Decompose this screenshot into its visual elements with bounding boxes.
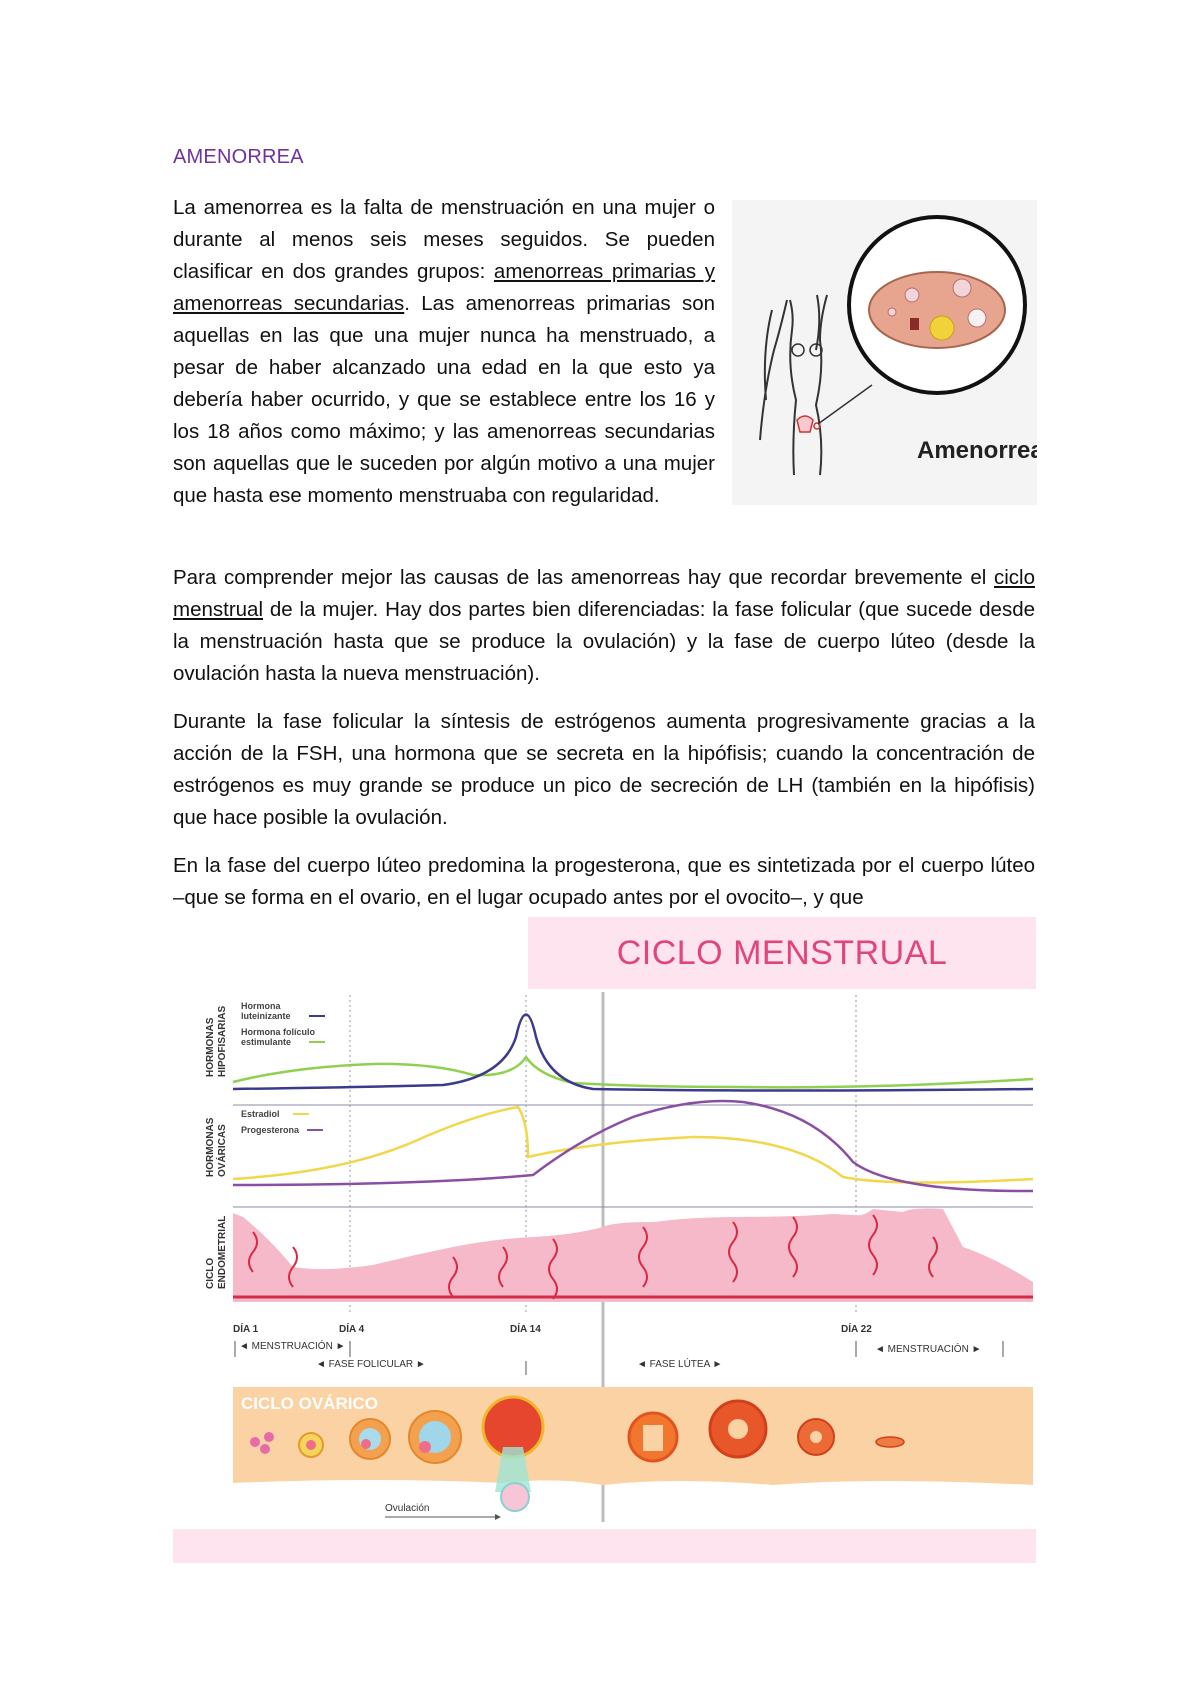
svg-text:CICLO: CICLO	[205, 1257, 216, 1289]
day14-label: DÍA 14	[510, 1324, 541, 1335]
day22-label: DÍA 22	[841, 1324, 872, 1335]
fsh-curve	[233, 1057, 1033, 1087]
phase-folicular: ◄ FASE FOLICULAR ►	[316, 1359, 426, 1370]
paragraph-text: La amenorrea es la falta de menstruación en una mujer o durante al menos seis meses seguidos. Se pueden clasificar en dos grandes grupos:	[173, 196, 715, 283]
day4-label: DÍA 4	[339, 1324, 365, 1335]
paragraph-cuerpo-luteo: En la fase del cuerpo lúteo predomina la progesterona, que es sintetizada por el cuerpo lúteo –que se forma en el ovario, en el lugar ocupado antes por el ovocito–, y que	[173, 854, 1035, 909]
page-title: AMENORREA	[173, 146, 304, 168]
paragraph-text: de la mujer. Hay dos partes bien diferenciadas: la fase folicular (que sucede desde la menstruación hasta que se produce la ovulación) y la fase de cuerpo lúteo (desde la ovulación hasta la nueva menstruación).	[173, 598, 1035, 685]
row-label-endometrial	[205, 1216, 228, 1289]
svg-text:luteinizante: luteinizante	[241, 1011, 291, 1021]
svg-text:HIPOFISARIAS: HIPOFISARIAS	[217, 1005, 228, 1077]
figure-bottom-band	[173, 1529, 1036, 1563]
legend-lh	[241, 1001, 325, 1021]
amenorrea-label: Amenorrea	[917, 437, 1037, 464]
ovulacion-label: Ovulación	[385, 1503, 430, 1514]
paragraph-text: Para comprender mejor las causas de las amenorreas hay que recordar brevemente el	[173, 566, 994, 589]
endometrium-tissue	[233, 1208, 1033, 1302]
figure-title: CICLO MENSTRUAL	[616, 934, 948, 972]
legend-estradiol	[241, 1109, 309, 1119]
svg-text:HORMONAS: HORMONAS	[205, 1117, 216, 1177]
legend-progesterona	[241, 1125, 323, 1135]
progesterona-curve	[233, 1101, 1033, 1191]
svg-text:ENDOMETRIAL: ENDOMETRIAL	[217, 1215, 228, 1289]
svg-text:estimulante: estimulante	[241, 1037, 292, 1047]
ciclo-menstrual-link[interactable]: ciclo menstrual	[173, 566, 1035, 621]
svg-text:OVÁRICAS: OVÁRICAS	[217, 1124, 228, 1177]
row-label-ovaricas	[205, 1117, 228, 1177]
svg-text:HORMONAS: HORMONAS	[205, 1017, 216, 1077]
lh-curve	[233, 1015, 1033, 1091]
ciclo-menstrual-figure	[173, 917, 1036, 1563]
day1-label: DÍA 1	[233, 1324, 259, 1335]
cycle-chart	[173, 917, 1036, 1529]
amenorrea-drawing	[732, 200, 1037, 505]
ovarian-cycle-title: CICLO OVÁRICO	[241, 1394, 378, 1413]
paragraph-definition	[173, 192, 715, 512]
amenorreas-link[interactable]: amenorreas primarias y amenorreas secundarias	[173, 260, 715, 315]
paragraph-text: . Las amenorreas primarias son aquellas en las que una mujer nunca ha menstruado, a pesar de haber alcanzado una edad en la que esto ya debería haber ocurrido, y que se establece entre los 16 y los 18 años como máximo; y las amenorreas secundarias son aquellas que le suceden por algún motivo a una mujer que hasta ese momento menstruaba con regularidad.	[173, 292, 715, 507]
paragraph-fase-folicular: Durante la fase folicular la síntesis de estrógenos aumenta progresivamente gracias a la acción de la FSH, una hormona que se secreta en la hipófisis; cuando la concentración de estrógenos es muy grande se produce un pico de secreción de LH (también en la hipófisis) que hace posible la ovulación.	[173, 710, 1035, 829]
svg-text:Progesterona: Progesterona	[241, 1125, 300, 1135]
svg-text:Hormona: Hormona	[241, 1001, 281, 1011]
svg-text:Hormona folículo: Hormona folículo	[241, 1027, 315, 1037]
legend-fsh	[241, 1027, 325, 1047]
amenorrea-illustration	[732, 200, 1037, 505]
paragraph-ciclo	[173, 562, 1035, 690]
svg-text:Estradiol: Estradiol	[241, 1109, 280, 1119]
phase-menstruacion-1: ◄ MENSTRUACIÓN ►	[239, 1341, 346, 1352]
phase-lutea: ◄ FASE LÚTEA ►	[637, 1359, 723, 1370]
phase-menstruacion-2: ◄ MENSTRUACIÓN ►	[875, 1344, 982, 1355]
row-label-hipofisarias	[205, 1006, 228, 1077]
